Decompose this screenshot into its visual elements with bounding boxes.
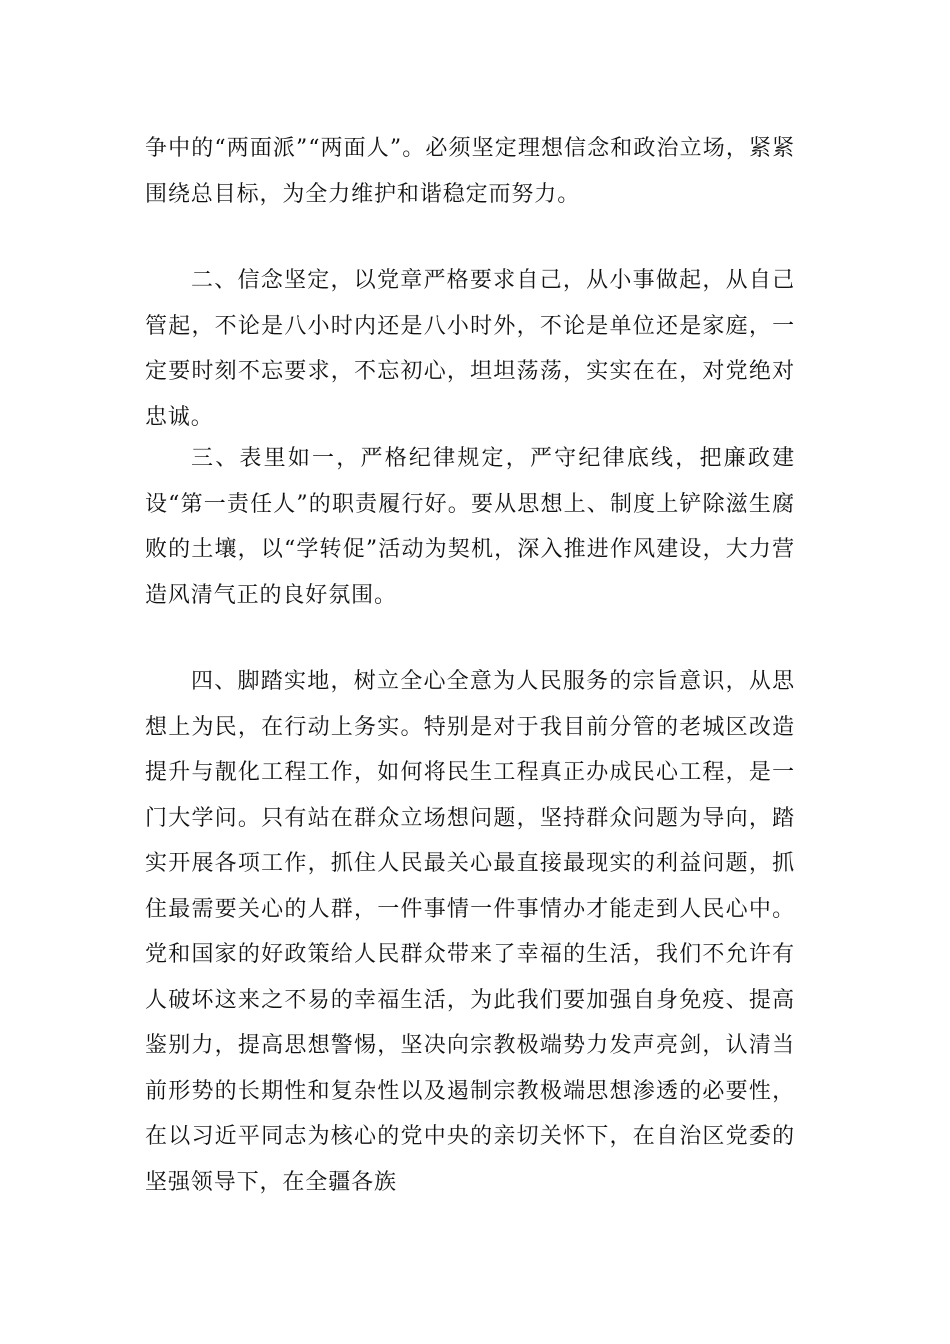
paragraph-section-four: 四、脚踏实地，树立全心全意为人民服务的宗旨意识，从思想上为民，在行动上务实。特别是对于我目前分管的老城区改造提升与靓化工程工作，如何将民生工程真正办成民心工程，是一门大学问。只有站在群众立场想问题，坚持群众问题为导向，踏实开展各项工作，抓住人民最关心最直接最现实的利益问题，抓住最需要关心的人群，一件事情一件事情办才能走到人民心中。党和国家的好政策给人民群众带来了幸福的生活，我们不允许有人破坏这来之不易的幸福生活，为此我们要加强自身免疫、提高鉴别力，提高思想警惕，坚决向宗教极端势力发声亮剑，认清当前形势的长期性和复杂性以及遏制宗教极端思想渗透的必要性，在以习近平同志为核心的党中央的亲切关怀下，在自治区党委的坚强领导下，在全疆各族: [145, 669, 795, 1195]
paragraph-section-two: 二、信念坚定，以党章严格要求自己，从小事做起，从自己管起，不论是八小时内还是八小时外，不论是单位还是家庭，一定要时刻不忘要求，不忘初心，坦坦荡荡，实实在在，对党绝对忠诚。: [145, 268, 795, 430]
paragraph-section-three: 三、表里如一，严格纪律规定，严守纪律底线，把廉政建设“第一责任人”的职责履行好。要从思想上、制度上铲除滋生腐败的土壤，以“学转促”活动为契机，深入推进作风建设，大力营造风清气正的良好氛围。: [145, 446, 795, 608]
paragraph-continuation: 争中的“两面派”“两面人”。必须坚定理想信念和政治立场，紧紧围绕总目标，为全力维护和谐稳定而努力。: [145, 136, 795, 207]
